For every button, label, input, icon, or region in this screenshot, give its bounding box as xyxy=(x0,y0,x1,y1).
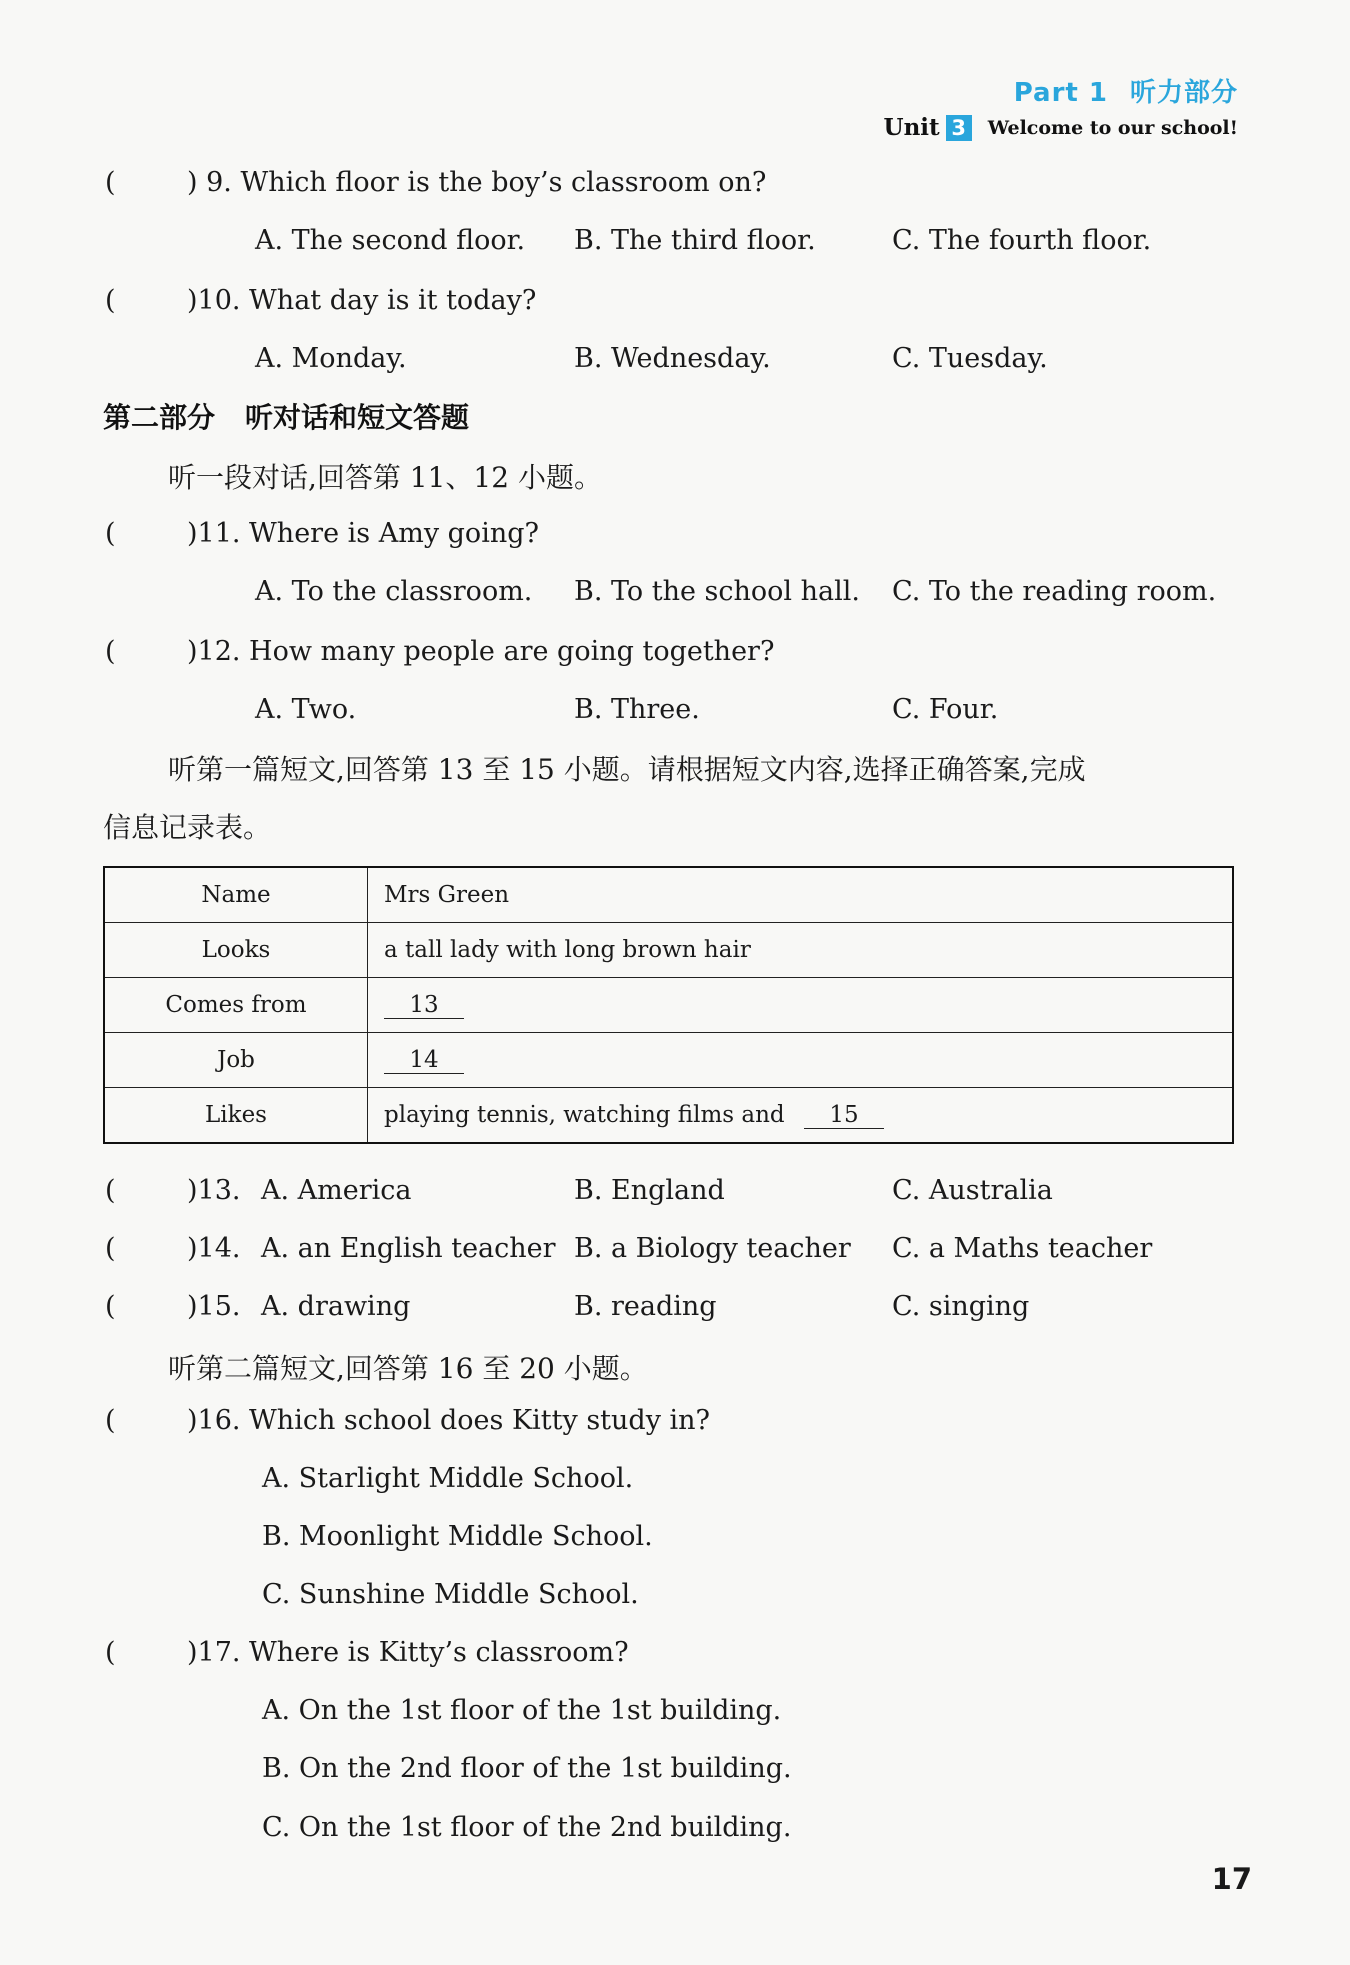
option-b: B. Wednesday. xyxy=(574,343,771,374)
header-part-label: Part 1 xyxy=(1013,78,1108,108)
question-stem: )12. How many people are going together? xyxy=(187,636,775,667)
question-stem: )11. Where is Amy going? xyxy=(187,518,539,549)
option-a: A. Monday. xyxy=(255,343,407,374)
unit-title: Welcome to our school! xyxy=(987,116,1238,139)
option-a: A. Starlight Middle School. xyxy=(262,1463,634,1494)
table-key: Likes xyxy=(104,1088,368,1144)
table-value: playing tennis, watching films and xyxy=(384,1101,785,1128)
option-c: C. singing xyxy=(892,1291,1030,1322)
option-a: A. Two. xyxy=(255,694,357,725)
unit-number-badge: 3 xyxy=(946,115,972,141)
instruction-passage-2: 听第二篇短文,回答第 16 至 20 小题。 xyxy=(168,1352,648,1385)
table-key: Job xyxy=(104,1033,368,1088)
option-a: A. drawing xyxy=(261,1291,411,1322)
instruction-passage-1-cont: 信息记录表。 xyxy=(103,811,272,844)
table-row xyxy=(104,867,1233,923)
option-a: A. America xyxy=(261,1175,412,1206)
section-title-b: 听对话和短文答题 xyxy=(245,401,470,434)
option-c: C. The fourth floor. xyxy=(892,225,1152,256)
answer-paren[interactable]: ( xyxy=(105,518,116,549)
table-row xyxy=(104,923,1233,978)
answer-paren[interactable]: ( xyxy=(105,1637,116,1668)
option-c: C. To the reading room. xyxy=(892,576,1217,607)
table-value-cell xyxy=(368,1033,1234,1088)
option-c: C. Four. xyxy=(892,694,999,725)
option-b: B. The third floor. xyxy=(574,225,816,256)
option-b: B. Three. xyxy=(574,694,700,725)
question-stem: )10. What day is it today? xyxy=(187,285,537,316)
option-a: A. an English teacher xyxy=(261,1233,556,1264)
question-number: )15. xyxy=(187,1291,241,1322)
section-title-a: 第二部分 xyxy=(103,401,216,434)
table-key: Name xyxy=(104,867,368,923)
option-b: B. On the 2nd floor of the 1st building. xyxy=(262,1753,792,1784)
section-title xyxy=(103,396,469,436)
option-b: B. England xyxy=(574,1175,725,1206)
option-a: A. To the classroom. xyxy=(255,576,533,607)
answer-blank[interactable]: 15 xyxy=(804,1102,884,1129)
table-row xyxy=(104,978,1233,1033)
answer-blank[interactable]: 14 xyxy=(384,1047,464,1074)
option-b: B. Moonlight Middle School. xyxy=(262,1521,653,1552)
header-unit xyxy=(884,114,1238,141)
table-row xyxy=(104,1088,1233,1144)
option-c: C. On the 1st floor of the 2nd building. xyxy=(262,1812,792,1843)
option-a: A. The second floor. xyxy=(255,225,526,256)
option-b: B. a Biology teacher xyxy=(574,1233,851,1264)
table-key: Comes from xyxy=(104,978,368,1033)
answer-blank[interactable]: 13 xyxy=(384,992,464,1019)
question-stem: )16. Which school does Kitty study in? xyxy=(187,1405,711,1436)
question-stem: ) 9. Which floor is the boy’s classroom on? xyxy=(187,167,767,198)
option-a: A. On the 1st floor of the 1st building. xyxy=(262,1695,782,1726)
option-c: C. a Maths teacher xyxy=(892,1233,1153,1264)
answer-paren[interactable]: ( xyxy=(105,1291,116,1322)
info-record-table xyxy=(103,866,1234,1144)
table-value: Mrs Green xyxy=(368,867,1234,923)
answer-paren[interactable]: ( xyxy=(105,1175,116,1206)
question-number: )14. xyxy=(187,1233,241,1264)
header-section-label: 听力部分 xyxy=(1129,78,1238,108)
table-value: a tall lady with long brown hair xyxy=(368,923,1234,978)
answer-paren[interactable]: ( xyxy=(105,636,116,667)
table-value-cell xyxy=(368,978,1234,1033)
question-stem: )17. Where is Kitty’s classroom? xyxy=(187,1637,629,1668)
instruction-dialogue: 听一段对话,回答第 11、12 小题。 xyxy=(168,461,602,494)
table-key: Looks xyxy=(104,923,368,978)
option-c: C. Tuesday. xyxy=(892,343,1048,374)
unit-label: Unit xyxy=(883,114,940,141)
option-b: B. To the school hall. xyxy=(574,576,860,607)
answer-paren[interactable]: ( xyxy=(105,1233,116,1264)
header-part xyxy=(1014,72,1238,109)
table-row xyxy=(104,1033,1233,1088)
instruction-passage-1: 听第一篇短文,回答第 13 至 15 小题。请根据短文内容,选择正确答案,完成 xyxy=(168,753,1086,786)
answer-paren[interactable]: ( xyxy=(105,285,116,316)
question-number: )13. xyxy=(187,1175,241,1206)
answer-paren[interactable]: ( xyxy=(105,1405,116,1436)
answer-paren[interactable]: ( xyxy=(105,167,116,198)
option-b: B. reading xyxy=(574,1291,717,1322)
page-number: 17 xyxy=(1211,1862,1252,1896)
table-value-cell xyxy=(368,1088,1234,1144)
option-c: C. Sunshine Middle School. xyxy=(262,1579,639,1610)
option-c: C. Australia xyxy=(892,1175,1053,1206)
